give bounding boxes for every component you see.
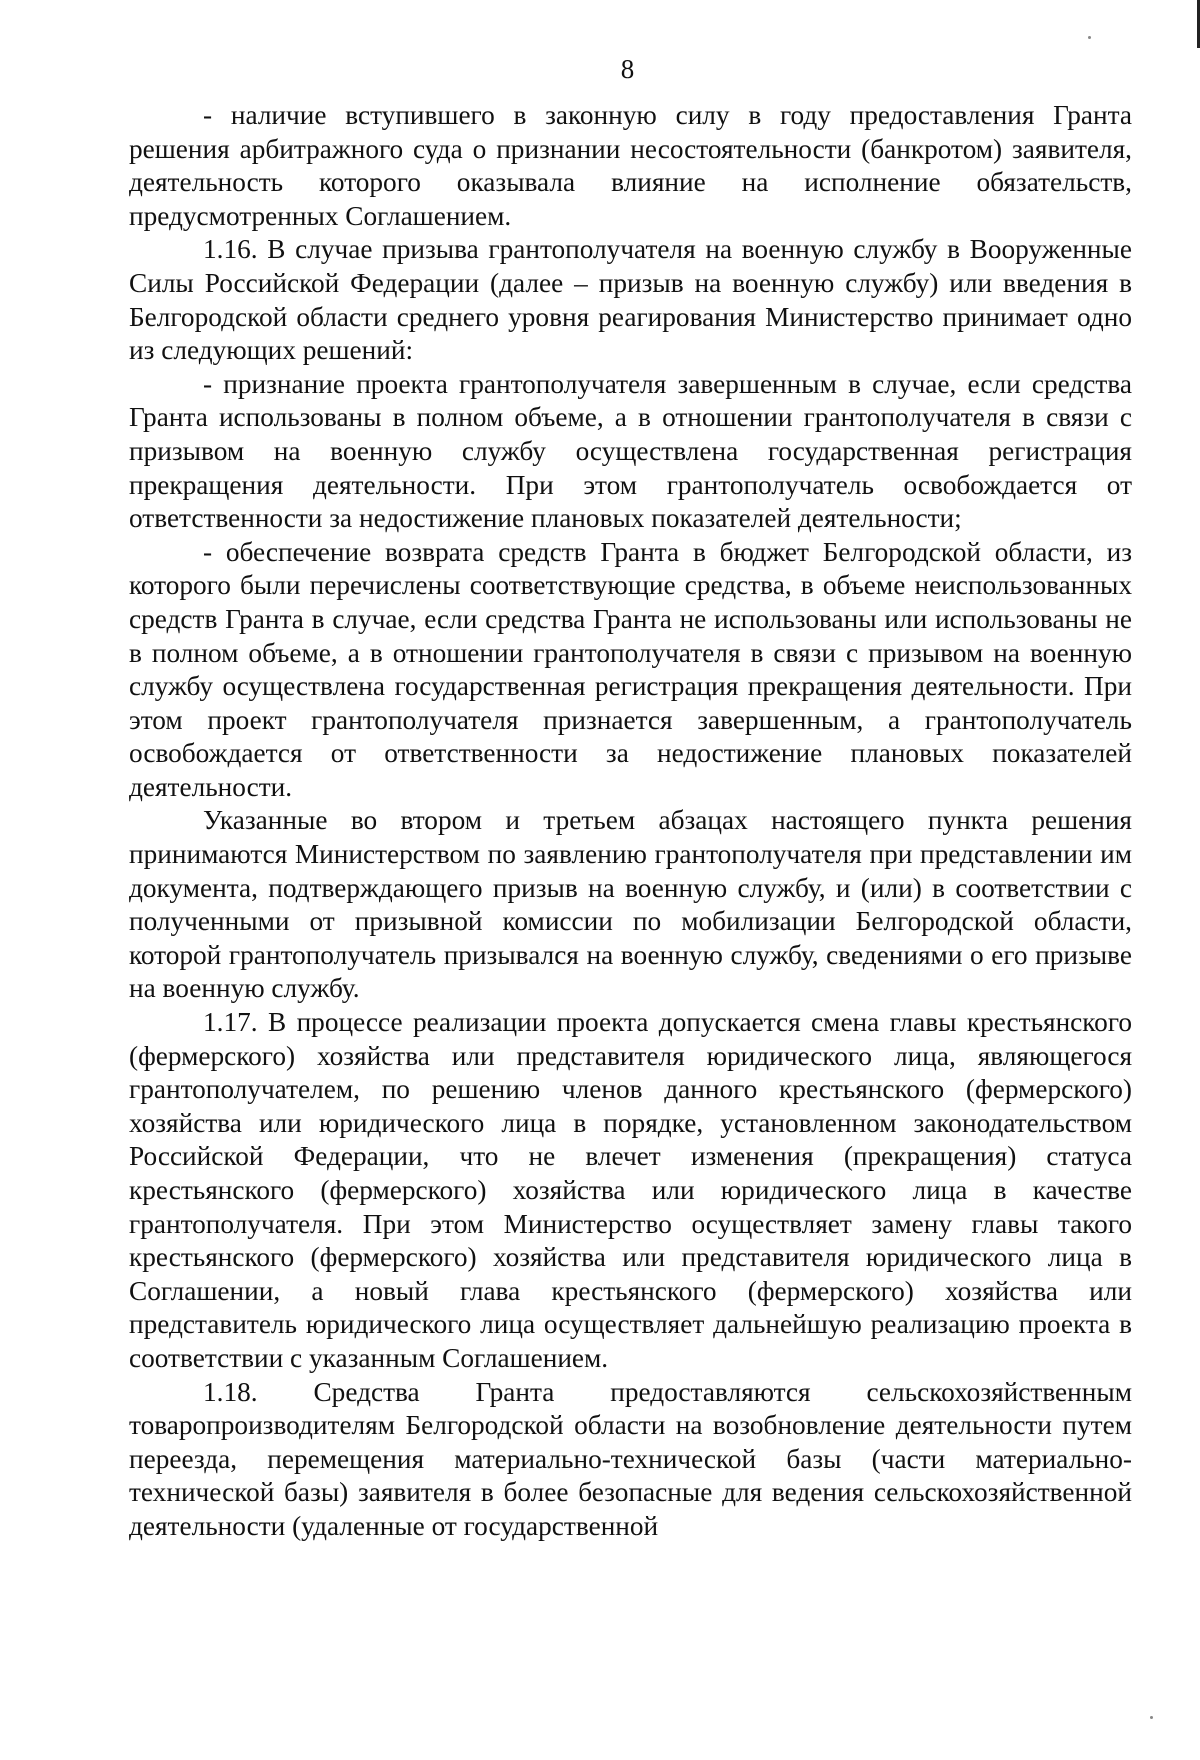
paragraph-project-completed: - признание проекта грантополучателя завершенным в случае, если средства Гранта использованы в полном объеме, а в отношении грантополучателя в связи с призывом на военную службу осуществлена государственная регистрация прекращения деятельности. При этом грантополучатель освобождается от ответственности за недостижение плановых показателей деятельности; <box>129 368 1132 534</box>
paragraph-grant-return: - обеспечение возврата средств Гранта в бюджет Белгородской области, из которого были перечислены соответствующие средства, в объеме неиспользованных средств Гранта в случае, если средства Гранта не использованы или использованы не в полном объеме, а в отношении грантополучателя в связи с призывом на военную службу осуществлена государственная регистрация прекращения деятельности. При этом проект грантополучателя признается завершенным, а грантополучатель освобождается от ответственности за недостижение плановых показателей деятельности. <box>129 536 1132 802</box>
page-number: 8 <box>620 54 635 84</box>
body-text <box>129 99 1132 1544</box>
paragraph-1-17: 1.17. В процессе реализации проекта допускается смена главы крестьянского (фермерского) хозяйства или представителя юридического лица, являющегося грантополучателем, по решению членов данного крестьянского (фермерского) хозяйства или юридического лица в порядке, установленном законодательством Российской Федерации, что не влечет изменения (прекращения) статуса крестьянского (фермерского) хозяйства или юридического лица в качестве грантополучателя. При этом Министерство осуществляет замену главы такого крестьянского (фермерского) хозяйства или представителя юридического лица в Соглашении, а новый глава крестьянского (фермерского) хозяйства или представитель юридического лица осуществляет дальнейшую реализацию проекта в соответствии с указанным Соглашением. <box>129 1007 1132 1373</box>
paragraph-decisions: Указанные во втором и третьем абзацах настоящего пункта решения принимаются Министерством по заявлению грантополучателя при представлении им документа, подтверждающего призыв на военную службу, и (или) в соответствии с полученными от призывной комиссии по мобилизации Белгородской области, которой грантополучатель призывался на военную службу, сведениями о его призыве на военную службу. <box>129 805 1132 1004</box>
scan-speck <box>1088 36 1091 39</box>
paragraph-1-16: 1.16. В случае призыва грантополучателя на военную службу в Вооруженные Силы Российской Федерации (далее – призыв на военную службу) или введения в Белгородской области среднего уровня реагирования Министерство принимает одно из следующих решений: <box>129 234 1132 366</box>
paragraph-1-18: 1.18. Средства Гранта предоставляются сельскохозяйственным товаропроизводителям Белгородской области на возобновление деятельности путем переезда, перемещения материально-технической базы (части материально-технической базы) заявителя в более безопасные для ведения сельскохозяйственной деятельности (удаленные от государственной <box>129 1376 1132 1541</box>
scan-speck <box>1150 1716 1153 1719</box>
paragraph-bankruptcy: - наличие вступившего в законную силу в году предоставления Гранта решения арбитражного суда о признании несостоятельности (банкротом) заявителя, деятельность которого оказывала влияние на исполнение обязательств, предусмотренных Соглашением. <box>129 100 1132 231</box>
